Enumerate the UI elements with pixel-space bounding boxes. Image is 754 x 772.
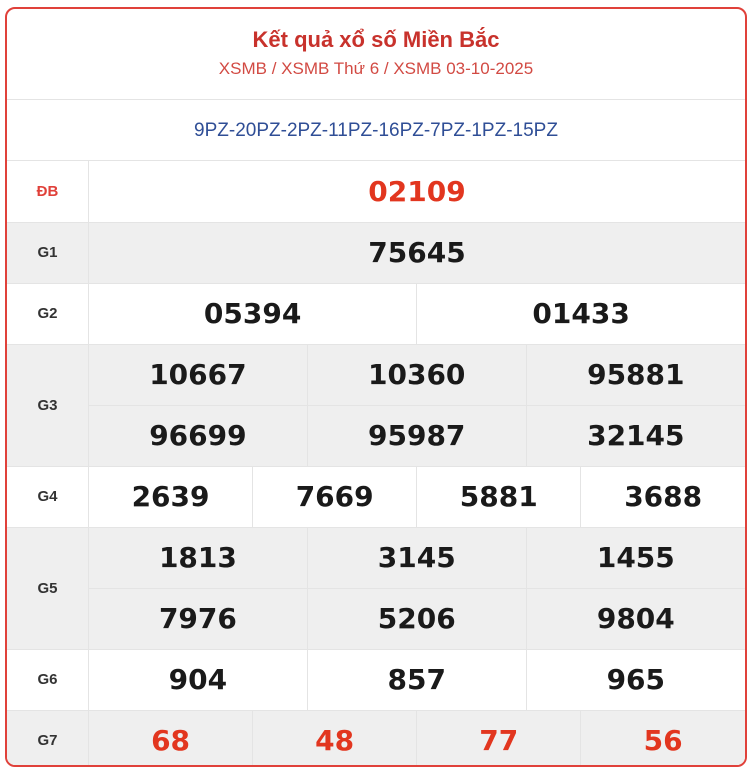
- prize-label: G6: [7, 649, 89, 710]
- prize-number: 1813: [89, 527, 308, 588]
- breadcrumb: [7, 59, 745, 79]
- prize-row-g5: [7, 527, 745, 588]
- prize-number: 96699: [89, 405, 308, 466]
- prize-number: 904: [89, 649, 308, 710]
- prize-label: G1: [7, 222, 89, 283]
- prize-label: ĐB: [7, 161, 89, 222]
- breadcrumb-separator: /: [266, 59, 282, 78]
- prize-number: 48: [253, 710, 417, 767]
- prize-number: 95987: [307, 405, 526, 466]
- breadcrumb-separator: /: [379, 59, 394, 78]
- prize-row-g7: [7, 710, 745, 767]
- results-table: [7, 161, 745, 767]
- prize-number: 3145: [307, 527, 526, 588]
- prize-number: 02109: [89, 161, 746, 222]
- prize-row-g2: [7, 283, 745, 344]
- page-title: Kết quả xổ số Miền Bắc: [252, 27, 500, 52]
- breadcrumb-link-xsmb-date[interactable]: XSMB 03-10-2025: [393, 59, 534, 78]
- prize-number: 32145: [526, 405, 745, 466]
- prize-label: G2: [7, 283, 89, 344]
- prize-number: 2639: [89, 466, 253, 527]
- prize-number: 965: [526, 649, 745, 710]
- special-codes: 9PZ-20PZ-2PZ-11PZ-16PZ-7PZ-1PZ-15PZ: [7, 100, 745, 161]
- prize-number: 56: [581, 710, 745, 767]
- prize-row-db: [7, 161, 745, 222]
- prize-row-g6: [7, 649, 745, 710]
- prize-label: G7: [7, 710, 89, 767]
- prize-number: 7976: [89, 588, 308, 649]
- prize-number: 5206: [307, 588, 526, 649]
- prize-number: 3688: [581, 466, 745, 527]
- breadcrumb-link-xsmb[interactable]: XSMB: [218, 59, 267, 78]
- prize-label: G4: [7, 466, 89, 527]
- prize-number: 1455: [526, 527, 745, 588]
- prize-label: G5: [7, 527, 89, 649]
- prize-row-g1: [7, 222, 745, 283]
- prize-number: 10667: [89, 344, 308, 405]
- prize-number: 68: [89, 710, 253, 767]
- prize-number: 77: [417, 710, 581, 767]
- prize-number: 95881: [526, 344, 745, 405]
- prize-number: 857: [307, 649, 526, 710]
- prize-number: 5881: [417, 466, 581, 527]
- prize-row-g3: [7, 344, 745, 405]
- prize-label: G3: [7, 344, 89, 466]
- breadcrumb-link-xsmb-thu6[interactable]: XSMB Thứ 6: [281, 59, 380, 78]
- prize-number: 9804: [526, 588, 745, 649]
- prize-number: 7669: [253, 466, 417, 527]
- prize-number: 10360: [307, 344, 526, 405]
- prize-number: 01433: [417, 283, 745, 344]
- prize-number: 75645: [89, 222, 746, 283]
- prize-row-g5-b: [7, 588, 745, 649]
- results-header: [7, 9, 745, 100]
- prize-number: 05394: [89, 283, 417, 344]
- prize-row-g4: [7, 466, 745, 527]
- prize-row-g3-b: [7, 405, 745, 466]
- results-card: [5, 7, 747, 767]
